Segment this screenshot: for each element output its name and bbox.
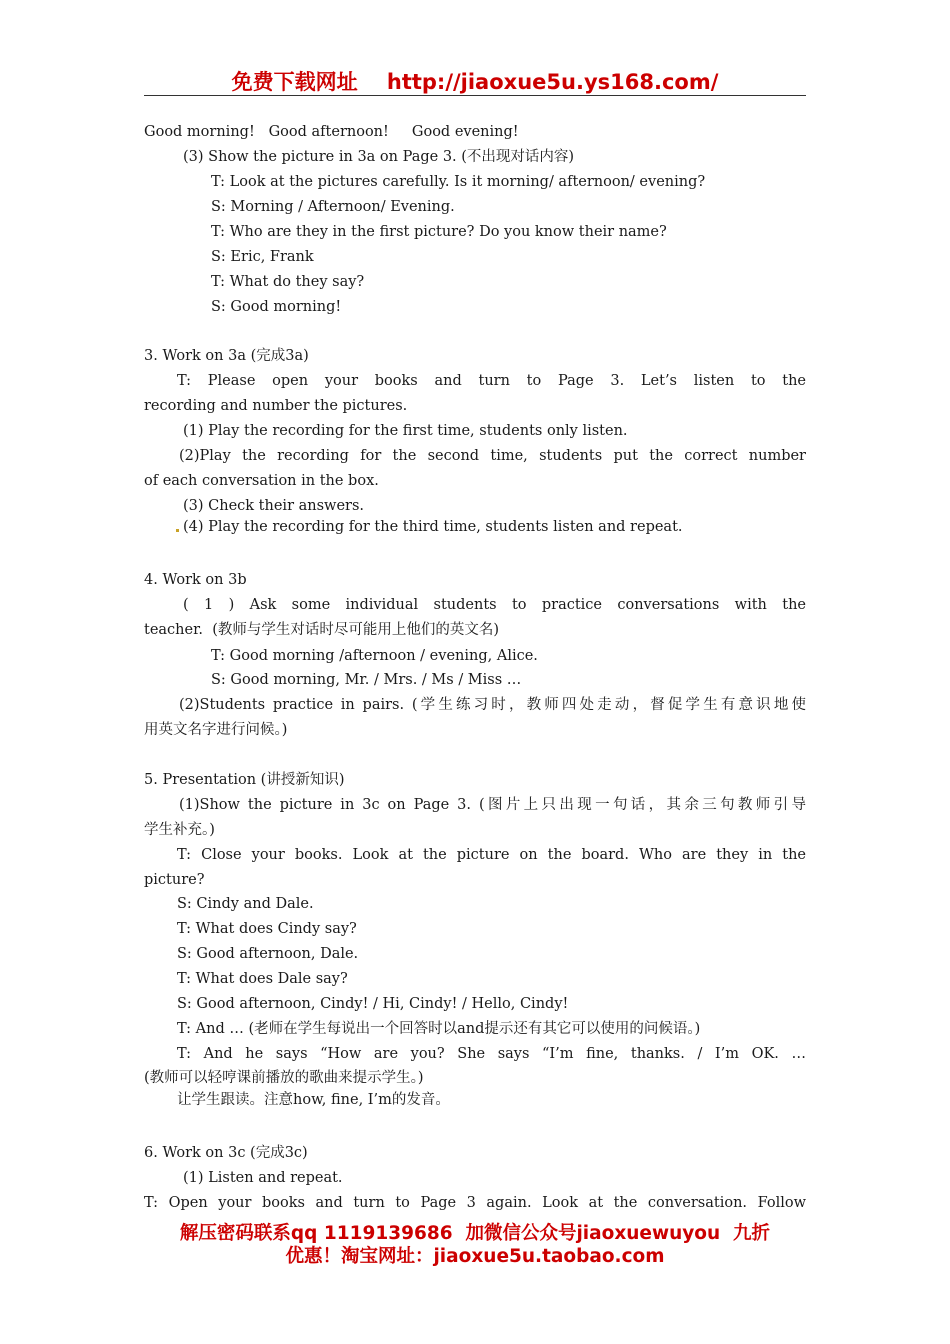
section-3-step-3: (3) Check their answers. [183,498,365,514]
section-3-step-1: (1) Play the recording for the first time, students only listen. [183,423,628,439]
dialogue-line: T: What do they say? [211,274,365,290]
section-6-step-1: (1) Listen and repeat. [183,1170,343,1186]
dialogue-line: S: Good afternoon, Cindy! / Hi, Cindy! / Hello, Cindy! [177,996,569,1012]
dialogue-line: S: Good afternoon, Dale. [177,946,359,962]
section-3-heading: 3. Work on 3a (完成3a) [144,348,309,364]
section-4-step-1-cont: teacher. (教师与学生对话时尽可能用上他们的英文名) [144,622,500,638]
section-6-teacher-line: T: Open your books and turn to Page 3 again. Look at the conversation. Follow [144,1195,806,1211]
stray-mark [176,529,179,532]
section-3-step-2-cont: of each conversation in the box. [144,473,379,489]
dialogue-line: S: Good morning, Mr. / Mrs. / Ms / Miss … [211,672,522,688]
header-rule [144,95,806,96]
section-4-heading: 4. Work on 3b [144,572,247,588]
dialogue-line: S: Good morning! [211,299,342,315]
dialogue-line: T: What does Cindy say? [177,921,357,937]
section-3-instruction-cont: recording and number the pictures. [144,398,408,414]
greetings-line: Good morning! Good afternoon! Good evening! [144,124,519,140]
section-5-note: 让学生跟读。注意how, fine, I’m的发音。 [177,1092,450,1108]
section-5-step-1-cont: 学生补充。) [144,822,215,838]
section-5-teacher-line-cont: picture? [144,872,205,888]
dialogue-line: T: And … (老师在学生每说出一个回答时以and提示还有其它可以使用的问候语。) [177,1021,701,1037]
dialogue-line: T: And he says “How are you? She says “I’m fine, thanks. / I’m OK. … [177,1046,806,1062]
dialogue-line: T: Good morning /afternoon / evening, Alice. [211,648,538,664]
section-5-teacher-line: T: Close your books. Look at the picture on the board. Who are they in the [177,847,806,863]
section-4-step-2: (2)Students practice in pairs. (学生练习时，教师四处走动，督促学生有意识地使 [179,697,806,713]
footer-shop-url: 优惠！淘宝网址：jiaoxue5u.taobao.com [285,1246,665,1267]
step-3-show-picture: (3) Show the picture in 3a on Page 3. (不出现对话内容) [183,149,575,165]
footer-contact: 解压密码联系qq 1119139686 加微信公众号jiaoxuewuyou 九折 [179,1223,771,1244]
section-3-instruction: T: Please open your books and turn to Page 3. Let’s listen to the [177,373,806,389]
dialogue-line: T: What does Dale say? [177,971,348,987]
section-3-step-4: (4) Play the recording for the third time, students listen and repeat. [183,519,683,535]
section-4-step-1: ( 1 ) Ask some individual students to practice conversations with the [183,597,806,613]
dialogue-line: S: Cindy and Dale. [177,896,314,912]
header-download-url: 免费下载网址 http://jiaoxue5u.ys168.com/ [231,70,719,94]
dialogue-line: T: Look at the pictures carefully. Is it morning/ afternoon/ evening? [211,174,706,190]
dialogue-line-cont: (教师可以轻哼课前播放的歌曲来提示学生。) [144,1070,424,1086]
dialogue-line: S: Morning / Afternoon/ Evening. [211,199,455,215]
section-3-step-2: (2)Play the recording for the second time, students put the correct number [179,448,806,464]
section-5-step-1: (1)Show the picture in 3c on Page 3. (图片上只出现一句话，其余三句教师引导 [179,797,806,813]
section-5-heading: 5. Presentation (讲授新知识) [144,772,345,788]
section-6-heading: 6. Work on 3c (完成3c) [144,1145,308,1161]
section-4-step-2-cont: 用英文名字进行问候。) [144,722,288,738]
dialogue-line: T: Who are they in the first picture? Do you know their name? [211,224,667,240]
dialogue-line: S: Eric, Frank [211,249,314,265]
